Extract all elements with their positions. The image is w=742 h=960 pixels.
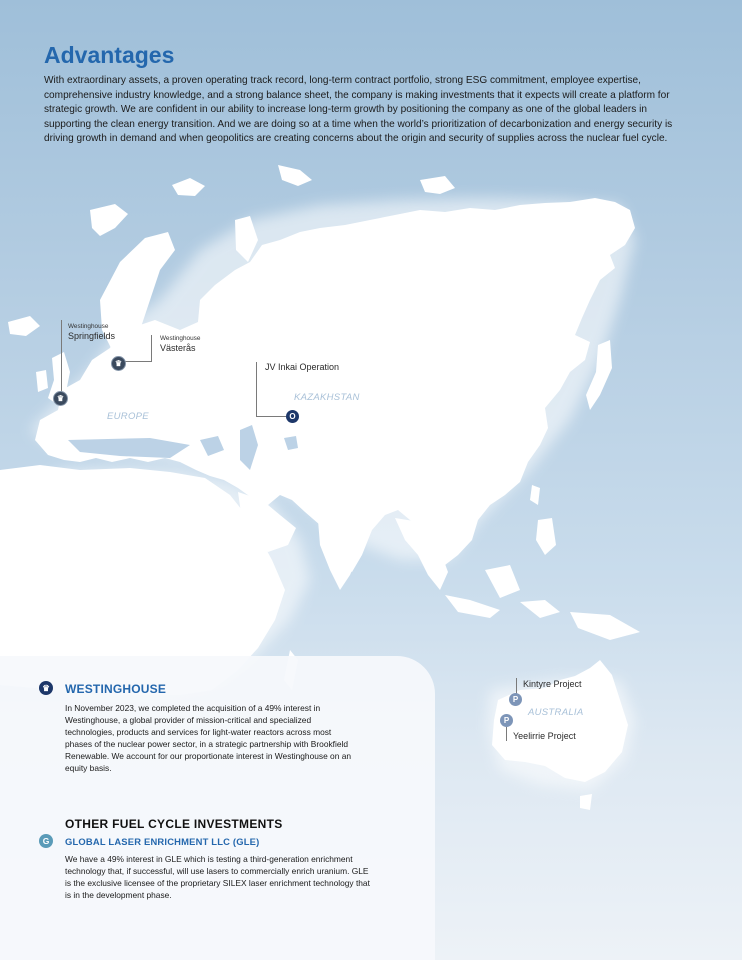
- springfields-name: Springfields: [68, 331, 116, 341]
- westinghouse-marker-vasteras: ♛: [111, 356, 126, 371]
- westinghouse-icon: ♛: [39, 681, 53, 695]
- kintyre-leader: [516, 678, 517, 694]
- kintyre-label: [523, 679, 582, 690]
- vasteras-owner: Westinghouse: [160, 335, 201, 342]
- vasteras-leader: [151, 335, 152, 361]
- kintyre-name: Kintyre Project: [523, 679, 582, 689]
- other-investments-heading: OTHER FUEL CYCLE INVESTMENTS: [65, 817, 283, 831]
- region-australia: AUSTRALIA: [528, 707, 584, 718]
- operation-marker-jv-inkai: O: [286, 410, 299, 423]
- jv-inkai-label: [265, 362, 339, 373]
- jv-inkai-leader-h: [256, 416, 286, 417]
- springfields-leader: [61, 320, 62, 392]
- springfields-owner: Westinghouse: [68, 323, 109, 330]
- springfields-label: [68, 322, 115, 342]
- yeelirrie-name: Yeelirrie Project: [513, 731, 576, 741]
- yeelirrie-label: [513, 731, 576, 742]
- jv-inkai-leader: [256, 362, 257, 416]
- vasteras-name: Västerås: [160, 343, 196, 353]
- westinghouse-body: In November 2023, we completed the acquisition of a 49% interest in Westinghouse, a global provider of mission-critical and specialized technologies, products and services for light-water reactors across most phases of the nuclear power sector, in a strategic partnership with Brookfield Renewable. We account for our proportionate interest in Westinghouse on an equity basis.: [65, 703, 352, 774]
- westinghouse-title: WESTINGHOUSE: [65, 682, 167, 696]
- gle-body: We have a 49% interest in GLE which is testing a third-generation enrichment technology that, if successful, will use lasers to commercially enrich uranium. GLE is the exclusive licensee of the proprietary SILEX laser enrichment technology that is in the development phase.: [65, 854, 370, 901]
- intro-paragraph: With extraordinary assets, a proven operating track record, long-term contract portfolio, strong ESG commitment, employee expertise, comprehensive industry knowledge, and a strong balance sheet, the company is making investments that it expects will create a platform for strategic growth. We are confident in our ability to increase long-term growth by positioning the company as one of the global leaders in supporting the clean energy transition. And we are doing so at a time when the world’s prioritization of decarbonization and energy security is driving growth in demand and when geopolitics are creating concerns about the origin and security of supplies across the nuclear fuel cycle.: [44, 75, 673, 145]
- project-marker-yeelirrie: P: [500, 714, 513, 727]
- gle-icon: G: [39, 834, 53, 848]
- region-kazakhstan: KAZAKHSTAN: [294, 392, 360, 403]
- project-marker-kintyre: P: [509, 693, 522, 706]
- gle-title: GLOBAL LASER ENRICHMENT LLC (GLE): [65, 836, 260, 847]
- westinghouse-marker-springfields: ♛: [53, 391, 68, 406]
- page-title: Advantages: [44, 42, 175, 68]
- vasteras-leader-h: [125, 361, 152, 362]
- jv-inkai-name: JV Inkai Operation: [265, 362, 340, 372]
- region-europe: EUROPE: [107, 411, 149, 422]
- vasteras-label: [160, 334, 200, 354]
- yeelirrie-leader: [506, 727, 507, 741]
